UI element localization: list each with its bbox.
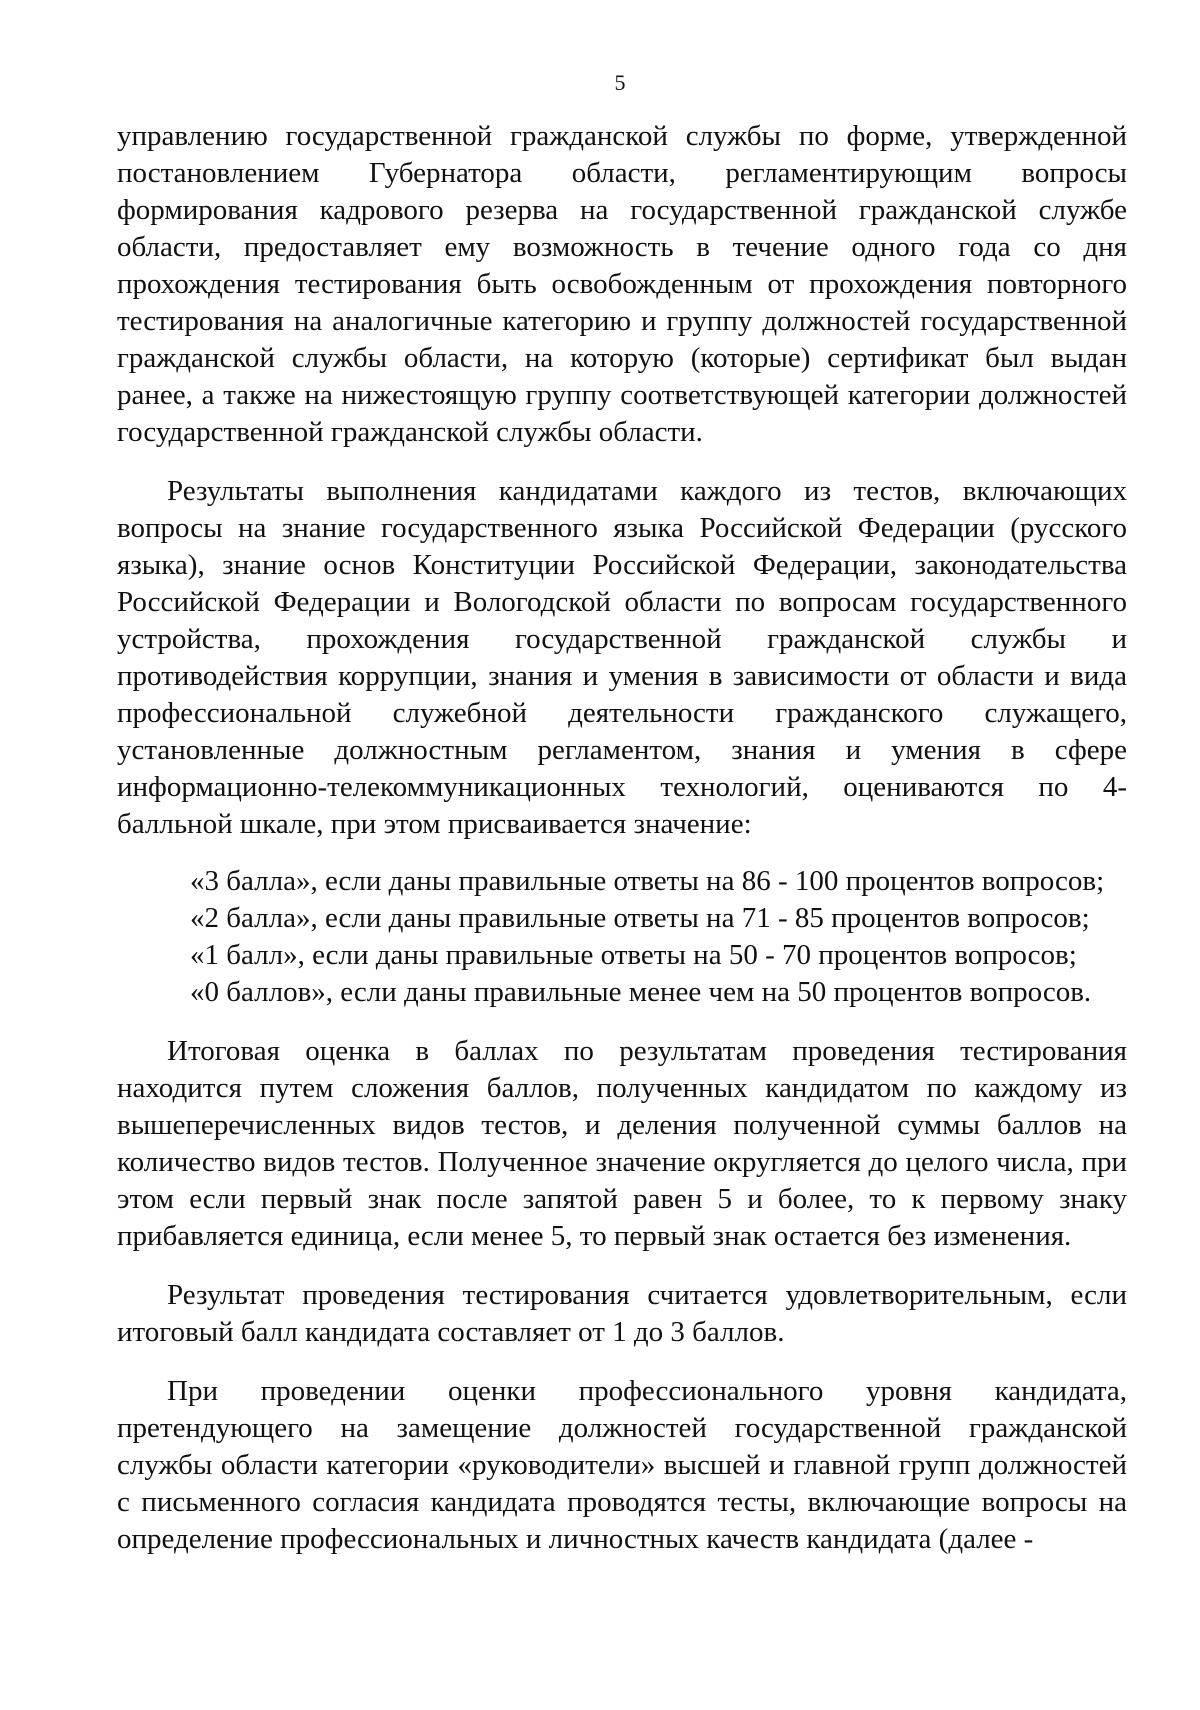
list-item: «3 балла», если даны правильные ответы на 86 - 100 процентов вопросов; [190,865,1105,897]
document-body [117,118,1127,1558]
paragraph-test-results: Результаты выполнения кандидатами каждого из тестов, включающих вопросы на знание государственного языка Российской Федерации (русского языка), знание основ Конституции Российской Федерации, законодательства Российской Федерации и Вологодской области по вопросам государственного устройства, прохождения государственной гражданской службы и противодействия коррупции, знания и умения в зависимости от области и вида профессиональной служебной деятельности гражданского служащего, установленные должностным регламентом, знания и умения в сфере информационно-телекоммуникационных технологий, оцениваются по 4-балльной шкале, при этом присваивается значение: [117,475,1127,840]
list-item: «2 балла», если даны правильные ответы на 71 - 85 процентов вопросов; [190,902,1090,934]
paragraph-final-score: Итоговая оценка в баллах по результатам проведения тестирования находится путем сложения баллов, полученных кандидатом по каждому из вышеперечисленных видов тестов, и деления полученной суммы баллов на количество видов тестов. Полученное значение округляется до целого числа, при этом если первый знак после запятой равен 5 и более, то к первому знаку прибавляется единица, если менее 5, то первый знак остается без изменения. [117,1035,1127,1252]
score-scale-list [117,863,1127,1011]
paragraph-certificate: управлению государственной гражданской службы по форме, утвержденной постановлением Губернатора области, регламентирующим вопросы формирования кадрового резерва на государственной гражданской службе области, предоставляет ему возможность в течение одного года со дня прохождения тестирования быть освобожденным от прохождения повторного тестирования на аналогичные категорию и группу должностей государственной гражданской службы области, на которую (которые) сертификат был выдан ранее, а также на нижестоящую группу соответствующей категории должностей государственной гражданской службы области. [117,120,1127,448]
list-item: «1 балл», если даны правильные ответы на 50 - 70 процентов вопросов; [190,939,1077,971]
page-number: 5 [614,70,626,95]
list-item: «0 баллов», если даны правильные менее чем на 50 процентов вопросов. [190,976,1092,1008]
paragraph-satisfactory-result: Результат проведения тестирования считается удовлетворительным, если итоговый балл кандидата составляет от 1 до 3 баллов. [117,1279,1127,1348]
paragraph-leaders-assessment: При проведении оценки профессионального уровня кандидата, претендующего на замещение должностей государственной гражданской службы области категории «руководители» высшей и главной групп должностей с письменного согласия кандидата проводятся тесты, включающие вопросы на определение профессиональных и личностных качеств кандидата (далее - [117,1375,1127,1555]
